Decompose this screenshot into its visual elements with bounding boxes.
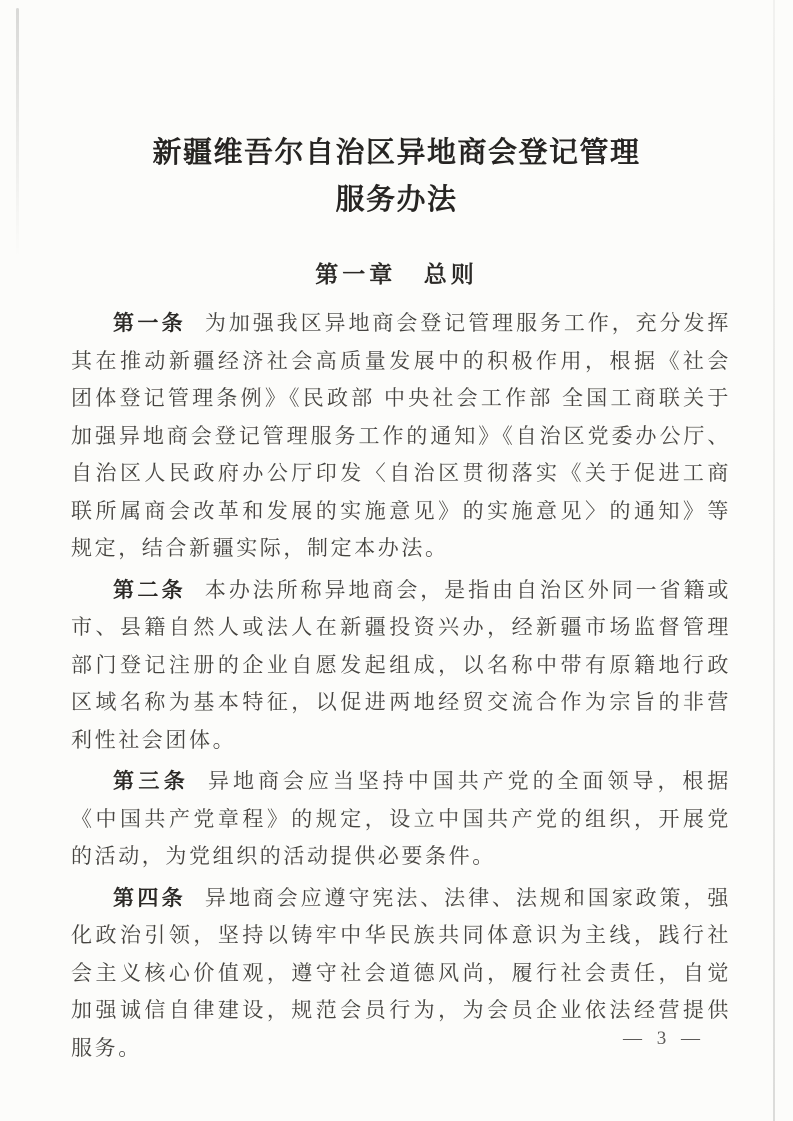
document-title-line2: 服务办法 [335,184,458,216]
article-2-label: 第二条 [113,577,186,602]
article-3-text: 异地商会应当坚持中国共产党的全面领导，根据《中国共产党章程》的规定，设立中国共产党的组织，开展党的活动，为党组织的活动提供必要条件。 [71,769,731,868]
chapter-number: 第一章 [315,262,397,287]
article-1-text: 为加强我区异地商会登记管理服务工作，充分发挥其在推动新疆经济社会高质量发展中的积极作用，根据《社会团体登记管理条例》《民政部 中央社会工作部 全国工商联关于加强异地商会登记管理服务工作的通知》《自治区党委办公厅、自治区人民政府办公厅印发〈自治区贯彻落实《关于促进工商联所属商会改革和发展的实施意见》的实施意见〉的通知》等规定，结合新疆实际，制定本办法。 [71,311,732,560]
article-1-label: 第一条 [113,311,186,335]
article-3 [71,763,731,876]
page-number: — 3 — [623,1028,705,1049]
document-title-line1: 新疆维吾尔自治区异地商会登记管理 [152,137,641,169]
article-4-text: 异地商会应遵守宪法、法律、法规和国家政策，强化政治引领，坚持以铸牢中华民族共同体意识为主线，践行社会主义核心价值观，遵守社会道德风尚，履行社会责任，自觉加强诚信自律建设，规范会员行为，为会员企业依法经营提供服务。 [71,885,732,1060]
article-1 [71,305,731,568]
scan-artifact-right [773,0,775,1121]
article-2-text: 本办法所称异地商会，是指由自治区外同一省籍或市、县籍自然人或法人在新疆投资兴办，经新疆市场监督管理部门登记注册的企业自愿发起组成，以名称中带有原籍地行政区域名称为基本特征，以促进两地经贸交流合作为宗旨的非营利性社会团体。 [71,577,732,752]
article-3-label: 第三条 [113,769,190,793]
document-title [0,0,793,224]
chapter-name: 总则 [423,262,478,287]
article-4-label: 第四条 [113,885,186,910]
document-body [0,305,793,1067]
chapter-heading [0,256,793,289]
scan-artifact-left [16,8,19,258]
article-2 [71,572,731,760]
